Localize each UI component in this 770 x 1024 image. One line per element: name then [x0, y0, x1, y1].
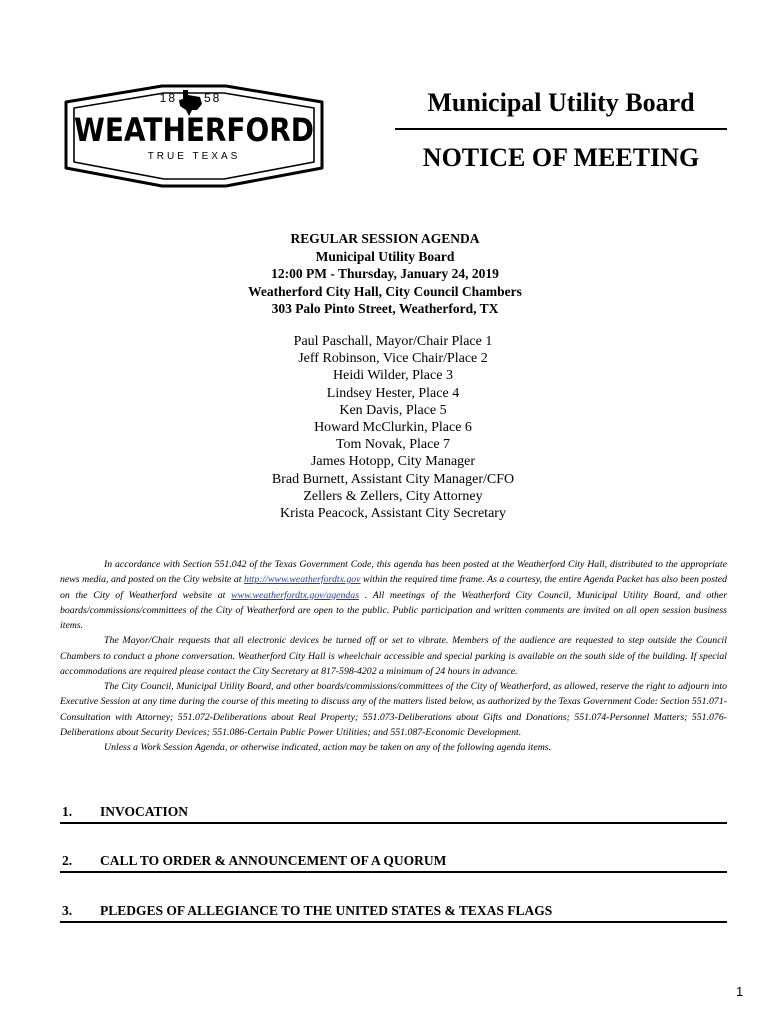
logo-year-right: 58 — [204, 91, 222, 105]
notice-text: In accordance with Section 551.042 of the Texas Government Code, this agenda has been posted at the Weatherford City Hall, distributed to the appropriate news media, and posted on the City website at — [60, 559, 727, 586]
notice-text: within the required time frame. As a courtesy, the entire Agenda Packet has also been posted on the City of Weatherford website at — [60, 574, 727, 601]
agenda-board-name: Municipal Utility Board — [315, 248, 455, 264]
weatherford-logo — [58, 80, 330, 192]
agenda-item-number: 1. — [62, 804, 73, 819]
notice-paragraph-conduct: The Mayor/Chair requests that all electronic devices be turned off or set to vibrate. Members of the audience are requested to step outside the Council Chambers to conduct a phone conversation. Weatherford City Hall is wheelchair accessible and special parking is available on the south side of the building. If special accommodations are required please contact the City Secretary at 817-598-4202 a minimum of 24 hours in advance. — [60, 635, 727, 677]
agenda-item — [60, 903, 727, 923]
agenda-item — [60, 853, 727, 873]
legal-notice — [60, 557, 727, 755]
notice-title: NOTICE OF MEETING — [422, 143, 700, 172]
notice-paragraph-action: Unless a Work Session Agenda, or otherwise indicated, action may be taken on any of the following agenda items. — [104, 742, 552, 753]
attendee-line: Jeff Robinson, Vice Chair/Place 2 — [298, 351, 488, 367]
header-divider — [395, 128, 727, 130]
attendee-line: Ken Davis, Place 5 — [339, 402, 447, 418]
attendee-line: Heidi Wilder, Place 3 — [333, 368, 453, 384]
attendee-line: Brad Burnett, Assistant City Manager/CFO — [271, 471, 515, 487]
agenda-item-number: 2. — [62, 853, 73, 868]
attendee-line: James Hotopp, City Manager — [310, 454, 476, 470]
agendas-link[interactable]: www.weatherfordtx.gov/agendas — [231, 589, 360, 601]
agenda-item-title: INVOCATION — [100, 804, 188, 819]
agenda-venue: Weatherford City Hall, City Council Chambers — [248, 283, 522, 299]
attendee-list — [0, 333, 770, 522]
notice-text: . All meetings of the Weatherford City Council, Municipal Utility Board, and other boards/commissions/committees of the City of Weatherford are open to the public. Public participation and written comments are invited on all open session business items. — [60, 589, 728, 631]
agenda-session-type: REGULAR SESSION AGENDA — [290, 231, 480, 246]
attendee-line: Lindsey Hester, Place 4 — [326, 385, 460, 401]
attendee-line: Krista Peacock, Assistant City Secretary — [280, 506, 506, 522]
attendee-line: Howard McClurkin, Place 6 — [314, 420, 472, 436]
agenda-address: 303 Palo Pinto Street, Weatherford, TX — [271, 301, 499, 317]
agenda-item — [60, 804, 727, 824]
logo-tagline: TRUE TEXAS — [147, 151, 241, 162]
attendee-line: Tom Novak, Place 7 — [335, 437, 451, 453]
notice-paragraph-posting — [60, 557, 727, 633]
logo-year-left: 18 — [159, 91, 177, 105]
attendee-line: Paul Paschall, Mayor/Chair Place 1 — [293, 334, 493, 349]
agenda-item-title: PLEDGES OF ALLEGIANCE TO THE UNITED STATES & TEXAS FLAGS — [100, 903, 553, 918]
agenda-item-number: 3. — [62, 903, 73, 918]
board-title: Municipal Utility Board — [427, 88, 695, 117]
attendee-line: Zellers & Zellers, City Attorney — [303, 488, 483, 504]
page-number: 1 — [736, 984, 744, 999]
agenda-header — [0, 230, 770, 318]
agenda-date-time: 12:00 PM - Thursday, January 24, 2019 — [271, 266, 499, 282]
agenda-item-title: CALL TO ORDER & ANNOUNCEMENT OF A QUORUM — [100, 853, 447, 868]
city-website-link[interactable]: http://www.weatherfordtx.gov — [244, 574, 361, 586]
notice-paragraph-executive-session: The City Council, Municipal Utility Board, and other boards/commissions/committees of the City of Weatherford, as allowed, reserve the right to adjourn into Executive Session at any time during the course of this meeting to discuss any of the matters listed below, as authorized by the Texas Government Code: Section 551.071-Consultation with Attorney; 551.072-Deliberations about Real Property; 551.073-Deliberations about Gifts and Donations; 551.074-Personnel Matters; 551.076-Deliberations about Security Devices; 551.086-Certain Public Power Utilities; and 551.087-Economic Development. — [60, 681, 727, 738]
logo-wordmark: WEATHERFORD — [74, 111, 314, 149]
